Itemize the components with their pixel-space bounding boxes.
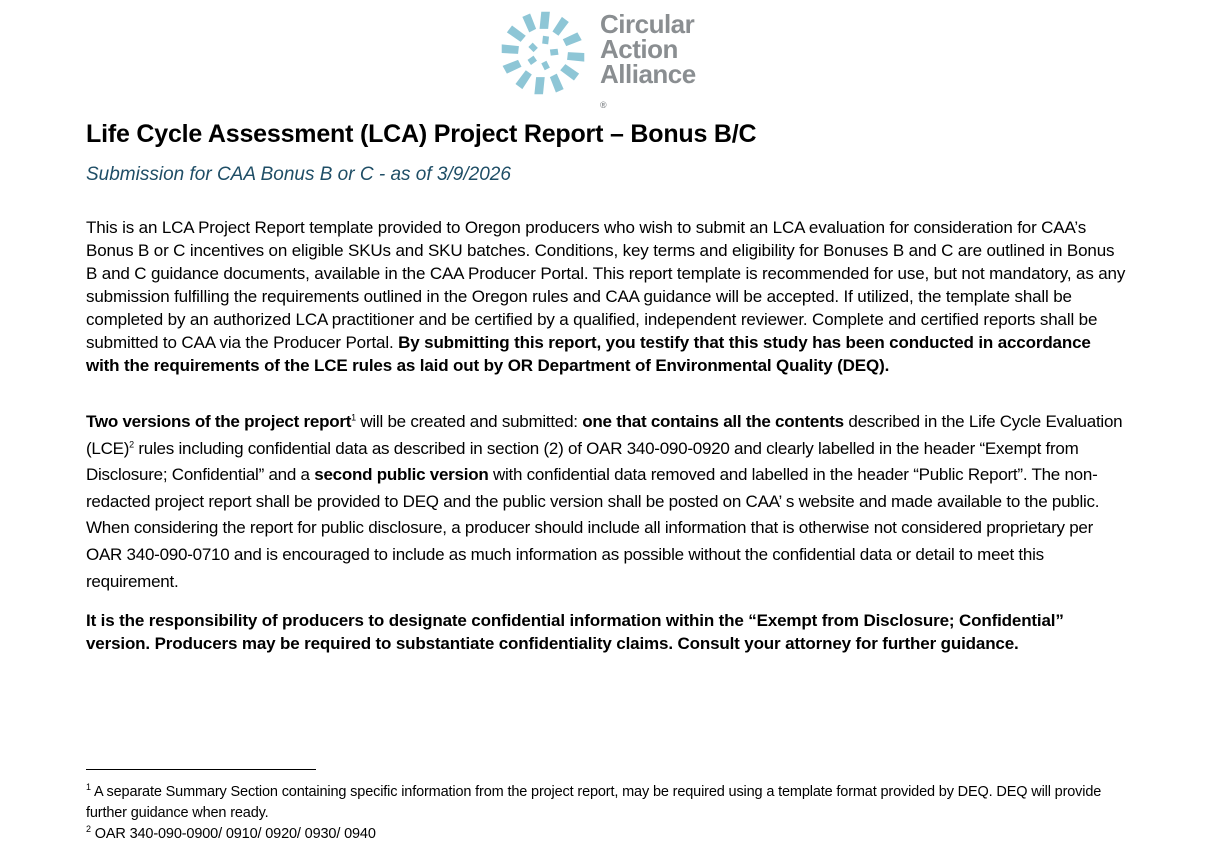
- intro-testimony-bold: By submitting this report, you testify that this study has been conducted in accordance with the requirements of the LCE rules as laid out by OR Department of Environmental Quality (DEQ).: [86, 333, 1091, 375]
- versions-text-3: rules including confidential data as described in section (2) of OAR 340-090-0920 and clearly labelled in the header “Exempt from Disclosure; Confidential” and a: [86, 438, 1079, 485]
- versions-paragraph: [86, 409, 1126, 595]
- document-subtitle: Submission for CAA Bonus B or C - as of 3/9/2026: [86, 164, 511, 185]
- versions-public-bold: second public version: [314, 465, 489, 485]
- document-title: Life Cycle Assessment (LCA) Project Report – Bonus B/C: [86, 120, 757, 148]
- responsibility-paragraph: It is the responsibility of producers to designate confidential information within the “Exempt from Disclosure; Confidential” version. Producers may be required to substantiate confidentiality claims. Consult your attorney for further guidance.: [86, 611, 1064, 653]
- footnote-2-text: OAR 340-090-0900/ 0910/ 0920/ 0930/ 0940: [90, 826, 376, 842]
- footnote-separator: [86, 769, 316, 770]
- intro-text: This is an LCA Project Report template provided to Oregon producers who wish to submit an LCA evaluation for consideration for CAA’s Bonus B or C incentives on eligible SKUs and SKU batches. Conditions, key terms and eligibility for Bonuses B and C are outlined in Bonus B and C guidance documents, available in the CAA Producer Portal. This report template is recommended for use, but not mandatory, as any submission fulfilling the requirements outlined in the Oregon rules and CAA guidance will be accepted. If utilized, the template shall be completed by an authorized LCA practitioner and be certified by a qualified, independent reviewer. Complete and certified reports shall be submitted to CAA via the Producer Portal.: [86, 218, 1126, 352]
- logo-line-action: Action: [600, 34, 678, 64]
- logo-line-circular: Circular: [600, 9, 695, 39]
- logo-line-alliance: Alliance ®: [600, 62, 696, 112]
- intro-paragraph: [86, 216, 1126, 377]
- registered-mark: ®: [600, 100, 607, 110]
- versions-full-bold: one that contains all the contents: [582, 412, 844, 431]
- versions-text-1: will be created and submitted:: [355, 412, 583, 431]
- footnote-2: [86, 824, 1126, 845]
- footnote-ref-2[interactable]: 2: [129, 438, 134, 449]
- footnote-1: [86, 782, 1126, 824]
- versions-text-4: with confidential data removed and labelled in the header “Public Report”. The non-redacted project report shall be provided to DEQ and the public version shall be posted on CAA’ s website and made available to the public. When considering the report for public disclosure, a producer should include all information that is otherwise not considered proprietary per OAR 340-090-0710 and is encouraged to include as much information as possible without the confidential data or detail to meet this requirement.: [86, 465, 1100, 591]
- logo-wordmark: [600, 9, 696, 112]
- footnote-1-text: A separate Summary Section containing specific information from the project report, may be required using a template format provided by DEQ. DEQ will provide further guidance when ready.: [86, 784, 1102, 821]
- footnote-2-marker: 2: [86, 824, 91, 835]
- footnote-ref-1[interactable]: 1: [351, 412, 356, 423]
- circular-action-alliance-logo: [500, 8, 720, 110]
- circular-logo-mark-icon: [500, 10, 586, 96]
- versions-text-2: described in the Life Cycle Evaluation (LCE): [86, 412, 1123, 458]
- versions-lead-bold: Two versions of the project report: [86, 412, 352, 431]
- footnote-1-marker: 1: [86, 782, 91, 793]
